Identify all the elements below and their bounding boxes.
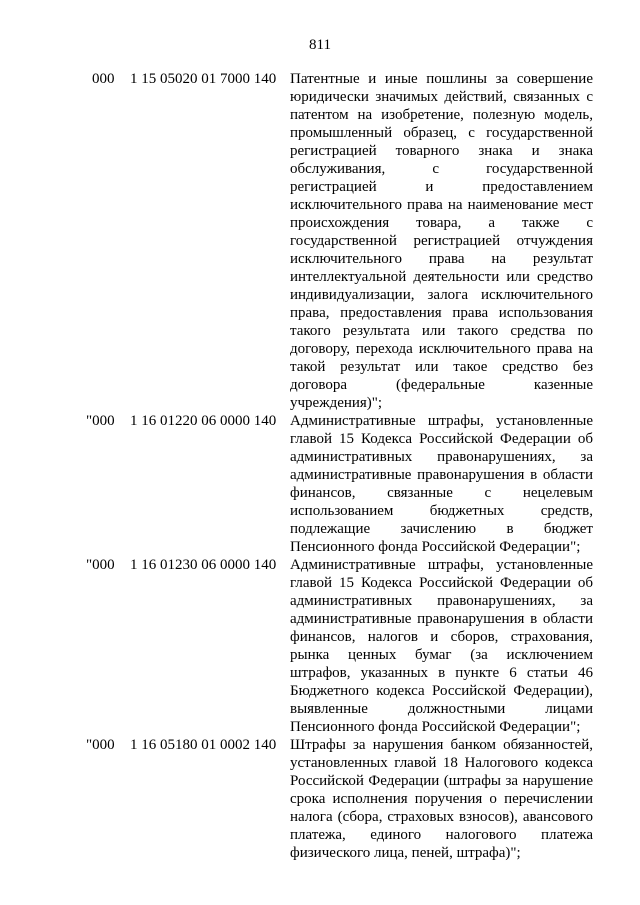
description-line: использованием бюджетных средств, bbox=[290, 503, 593, 519]
description-line: физического лица, пеней, штрафа)"; bbox=[290, 845, 521, 861]
entry-description bbox=[290, 70, 593, 412]
description-line: исключительного права на результат bbox=[290, 251, 593, 267]
description-line: Пенсионного фонда Российской Федерации"; bbox=[290, 719, 581, 735]
budget-code-entry bbox=[0, 556, 640, 736]
kbk-code: 1 15 05020 01 7000 140 bbox=[130, 71, 277, 87]
description-line: обслуживания, с государственной bbox=[290, 161, 593, 177]
description-line: Патентные и иные пошлины за совершение bbox=[290, 71, 593, 87]
description-line: патентом на изобретение, полезную модель, bbox=[290, 107, 593, 123]
description-line: Административные штрафы, установленные bbox=[290, 557, 593, 573]
description-line: платежа, единого налогового платежа bbox=[290, 827, 593, 843]
entry-description bbox=[290, 556, 593, 736]
description-line: договору, перехода исключительного права на bbox=[290, 341, 593, 357]
description-line: финансов, связанные с нецелевым bbox=[290, 485, 593, 501]
admin-code: "000 bbox=[86, 413, 115, 429]
description-line: Административные штрафы, установленные bbox=[290, 413, 593, 429]
description-line: такого результата или такого средства по bbox=[290, 323, 593, 339]
admin-code: 000 bbox=[92, 71, 115, 87]
description-line: юридически значимых действий, связанных с bbox=[290, 89, 593, 105]
description-line: учреждения)"; bbox=[290, 395, 383, 411]
description-line: главой 15 Кодекса Российской Федерации об bbox=[290, 575, 593, 591]
description-line: подлежащие зачислению в бюджет bbox=[290, 521, 593, 537]
kbk-code: 1 16 01230 06 0000 140 bbox=[130, 557, 277, 573]
description-line: промышленный образец, с государственной bbox=[290, 125, 593, 141]
page-number: 811 bbox=[309, 37, 331, 53]
description-line: регистрацией товарного знака и знака bbox=[290, 143, 593, 159]
budget-code-entry bbox=[0, 70, 640, 412]
description-line: выявленные должностными лицами bbox=[290, 701, 593, 717]
description-line: главой 15 Кодекса Российской Федерации об bbox=[290, 431, 593, 447]
entry-description bbox=[290, 736, 593, 862]
description-line: административные правонарушения в области bbox=[290, 611, 593, 627]
entry-codes bbox=[86, 556, 277, 574]
entry-codes bbox=[86, 736, 277, 754]
description-line: налога (сбора, страховых взносов), авансового bbox=[290, 809, 593, 825]
kbk-code: 1 16 01220 06 0000 140 bbox=[130, 413, 277, 429]
description-line: интеллектуальной деятельности или средство bbox=[290, 269, 593, 285]
description-line: Бюджетного кодекса Российской Федерации), bbox=[290, 683, 593, 699]
description-line: такой результат или такое средство без bbox=[290, 359, 593, 375]
description-line: административные правонарушения в области bbox=[290, 467, 593, 483]
entry-description bbox=[290, 412, 593, 556]
description-line: финансов, налогов и сборов, страхования, bbox=[290, 629, 593, 645]
description-line: установленных главой 18 Налогового кодекса bbox=[290, 755, 593, 771]
description-line: договора (федеральные казенные bbox=[290, 377, 593, 393]
description-line: административных правонарушениях, за bbox=[290, 593, 593, 609]
description-line: Штрафы за нарушения банком обязанностей, bbox=[290, 737, 593, 753]
description-line: исключительного права на наименование мест bbox=[290, 197, 593, 213]
description-line: срока исполнения поручения о перечислении bbox=[290, 791, 593, 807]
description-line: административных правонарушениях, за bbox=[290, 449, 593, 465]
description-line: государственной регистрацией отчуждения bbox=[290, 233, 593, 249]
description-line: рынка ценных бумаг (за исключением bbox=[290, 647, 593, 663]
description-line: индивидуализации, залога исключительного bbox=[290, 287, 593, 303]
budget-code-entry bbox=[0, 412, 640, 556]
admin-code: "000 bbox=[86, 557, 115, 573]
kbk-code: 1 16 05180 01 0002 140 bbox=[130, 737, 277, 753]
description-line: Пенсионного фонда Российской Федерации"; bbox=[290, 539, 581, 555]
description-line: регистрацией и предоставлением bbox=[290, 179, 593, 195]
entry-codes bbox=[92, 70, 276, 88]
admin-code: "000 bbox=[86, 737, 115, 753]
budget-code-list bbox=[0, 70, 640, 862]
entry-codes bbox=[86, 412, 277, 430]
budget-code-entry bbox=[0, 736, 640, 862]
description-line: происхождения товара, а также с bbox=[290, 215, 593, 231]
description-line: права, предоставления права использования bbox=[290, 305, 593, 321]
description-line: Российской Федерации (штрафы за нарушение bbox=[290, 773, 593, 789]
description-line: штрафов, указанных в пункте 6 статьи 46 bbox=[290, 665, 593, 681]
